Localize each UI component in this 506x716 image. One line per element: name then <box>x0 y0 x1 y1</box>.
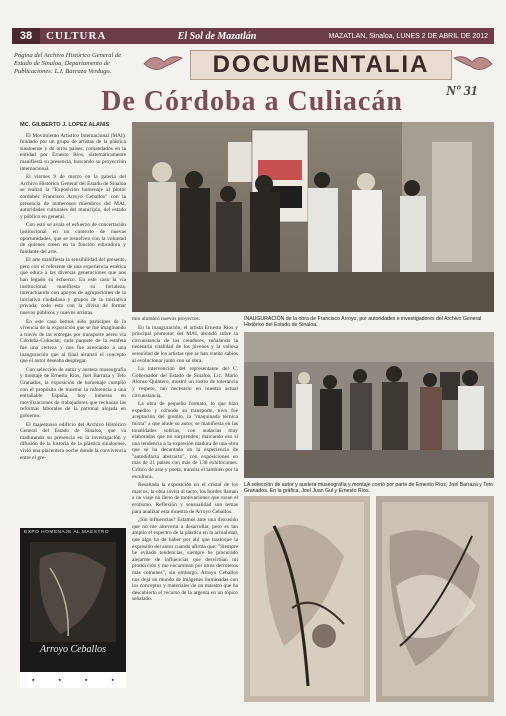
page-number: 38 <box>12 28 40 44</box>
bird-ornament-left-icon <box>142 50 184 76</box>
paragraph: El Movimiento Artístico Internacional (MAI), fundado por un grupo de artistas de la plástica sinaloense y de otros países, comandados en la entidad por Ernesto Ríos, sistemáticamente manifiesta su presencia, buscando su proyección internacional. <box>20 132 126 172</box>
sponsor-logo: ■ <box>111 678 114 682</box>
publisher-credit: Página del Archivo Histórico General de Estado de Sinaloa, Departamento de Publicaciones: L.I. Barraza Verdugo. <box>14 52 122 75</box>
sponsor-logo: ■ <box>58 678 61 682</box>
article-column-2 <box>132 316 238 700</box>
paragraph: Con selección de autor y austera museografía y montaje de Ernesto Ríos, Joel Barraza y Teto Granados, la exposición de homenaje cumplió con el propósito de mostrar la referencia a una entrañable España, hoy inmersa en movilizaciones de trabajadores que rechazan las reformas laborales de la patronal alojada en gobierno. <box>20 366 126 419</box>
paragraph: El arte manifiesta la sensibilidad del presente, pero con el referente de una experiencia estética que educa a las diversas generaciones que nos han legado su esfuerzo. En este caso la vía institucional manifiesta su fortaleza, interactuando con apoyos de agrupaciones de la iniciativa ciudadana y grupos de la iniciativa privada; todo esto con la divisa de formar nuevos públicos y nuevos artistas. <box>20 257 126 317</box>
poster-artwork <box>20 538 126 648</box>
photo-caption-inauguration: INAUGURACIÓN de la obra de Francisco Arroyo, por autoridades e investigadores del Archivo General Histórico del Estado de Sinaloa. <box>244 316 482 329</box>
headline: De Córdoba a Culiacán <box>101 86 403 117</box>
paragraph: ¿Sin influencias? Estamos ante una discusión que no me atrevería a desarrollar, pero es tan amplio el espectro de la plástica en la actualidad, que algo ha de haber por ahí que trastoque la expresión del autor cuando afirma que: "Siempre he evitado tendencias, siempre he procurado alejarme de influencias que desvirtúan mi producción y me encaminan por otros derroteros más comunes", sin embargo, Arroyo Ceballos nos deja un mundo de imágenes iluminadas con los conceptos y materiales de un maestro que ha descubierto el recurso de la argenta en un tópico señalado. <box>132 517 238 603</box>
paragraph: En este caso hemos sido partícipes de la vivencia de la exposición que se fue imaginando a través de las entregas por transporte aéreo vía Córdoba-Culiacán; cada paquete de la estafeta fue una certeza y nos fue acercando a una inauguración que al final alcanzó el concepto que el autor deseaba desplegar. <box>20 318 126 365</box>
byline: MC. GILBERTO J. LÓPEZ ALANÍS <box>20 122 110 128</box>
gallery-photo <box>244 332 494 478</box>
inauguration-photo <box>132 122 494 312</box>
issue-number: Nº 31 <box>446 84 478 99</box>
paragraph: En la inauguración, el artista Ernesto Ríos y principal promotor del MAI, abundó sobre la circunstancia de los creadores, señalando la necesaria vitalidad de los jóvenes y la valiosa serenidad de los artistas que se han vuelto sabios al evolucionar junto con su obra. <box>132 324 238 364</box>
paragraph: El majestuoso edificio del Archivo Histórico General del Estado de Sinaloa, que va madurando su presencia en la investigación y difusión de la historia de la plástica sinaloense, vivió una placentera noche donde la convivencia entre el gre- <box>20 421 126 461</box>
bird-ornament-right-icon <box>452 50 494 76</box>
paragraph: Con esto se avala el esfuerzo de concertación institucional en un contexto de nuevas oportunidades, que se resuelven con la voluntad de quienes creen en la función educadora y fundante del arte. <box>20 222 126 255</box>
newspaper-name: El Sol de Mazatlán <box>177 30 257 42</box>
paragraph: Resaltada la exposición en el cristal de los marcos, la obra invita al tacto, los bordes llaman a un viaje no lleno de motivaciones que rozan el erotismo. Reflexión y sensualidad son temas para analizar esta muestra de Arroyo Ceballos. <box>132 482 238 515</box>
banner-title: DOCUMENTALIA <box>190 50 452 80</box>
poster-artist-name: Arroyo Ceballos <box>39 644 106 655</box>
poster-logos <box>20 672 126 688</box>
artwork-image-2 <box>376 496 494 702</box>
sponsor-logo: ■ <box>85 678 88 682</box>
sponsor-logo: ■ <box>32 678 35 682</box>
dateline: MAZATLAN, Sinaloa, LUNES 2 DE ABRIL DE 2012 <box>328 32 488 40</box>
photo-caption-gallery: LA selección de autor y austera museografía y montaje corrió por parte de Ernesto Ríos, Joel Barraza y Teto Granados. En la gráfica, Joel Juan Gul y Ernesto Ríos. <box>244 482 494 495</box>
section-name: CULTURA <box>46 30 107 42</box>
artwork-image-1 <box>244 496 370 702</box>
paragraph: La obra de pequeño formato, lo que hizo expedito y cómodo su transporte, tuvo fue aceptación del gremio, la "maquinada técnica mixta" a que alude su autor, se manifiesta en las tonalidades sobrias, con audacias muy elaboradas que no sorprenden; marcando eso sí una tendencia a la expresión madura de una obra que se ha decantado en la experiencia de "autodidacta abstracto", con exposiciones en más de 21 países con más de 130 exhibiciones. Crítico de arte y poeta, transita el también por la escultura. <box>132 401 238 480</box>
exhibition-poster <box>20 528 126 688</box>
article-column-1 <box>20 122 126 524</box>
poster-title: EXPO HOMENAJE AL MAESTRO <box>24 530 110 535</box>
paragraph: mio alumbró nuevos proyectos. <box>132 316 200 322</box>
paragraph: El viernes 9 de marzo en la galería del Archivo Histórico General del Estado de Sinaloa se realizó la "Exposición homenaje al pintor cordobés Francisco Arroyo Ceballos" con la presencia de numerosos miembros del MAI, autoridades culturales del municipio, del estado y público en general. <box>20 174 126 220</box>
header-bar <box>12 28 494 44</box>
paragraph: La intervención del representante del C. Gobernador del Estado de Sinaloa, Lic. Mario Alonso Quintero, mostró un rostro de tolerancia y respeto, tan necesario en nuestra actual circunstancia. <box>132 366 238 399</box>
